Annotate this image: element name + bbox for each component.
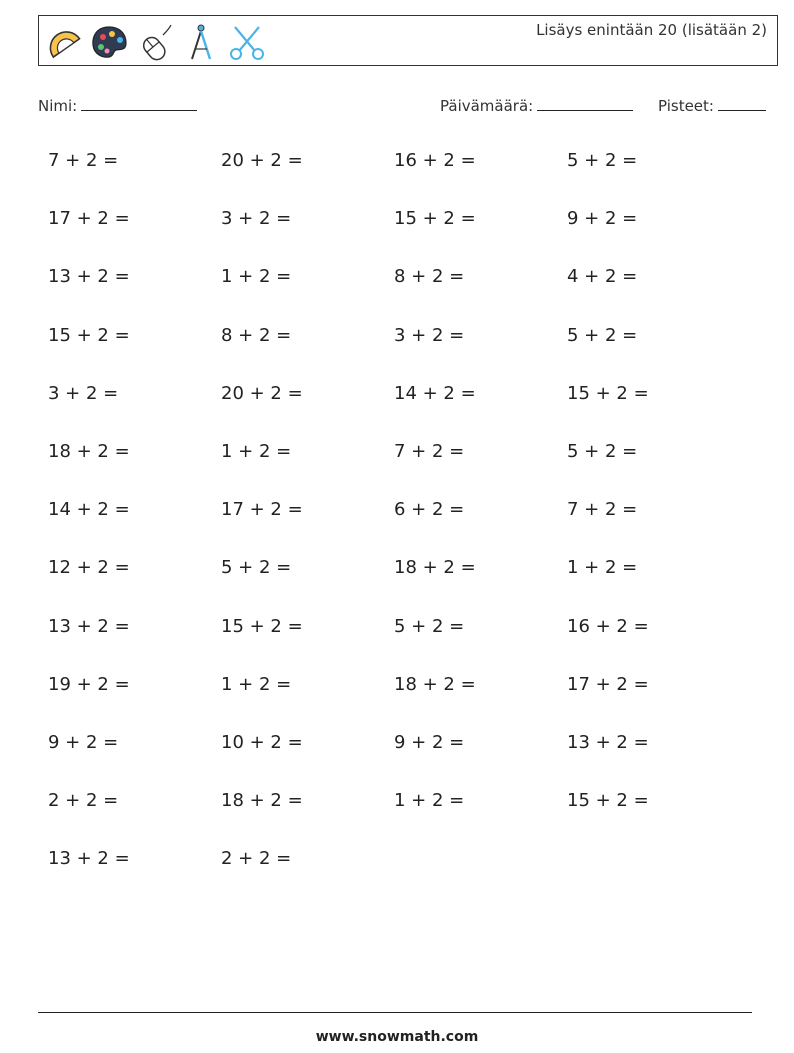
computer-mouse-icon	[135, 21, 175, 63]
problem-item: 5 + 2 =	[567, 150, 638, 171]
problem-item: 7 + 2 =	[567, 499, 638, 520]
score-label: Pisteet:	[658, 97, 714, 115]
problem-item: 16 + 2 =	[567, 616, 649, 637]
problem-item: 9 + 2 =	[567, 208, 638, 229]
problem-item: 9 + 2 =	[48, 732, 119, 753]
problem-item: 1 + 2 =	[567, 557, 638, 578]
date-blank	[537, 95, 633, 111]
paint-palette-icon	[89, 21, 129, 63]
protractor-icon	[43, 21, 83, 63]
problem-item: 15 + 2 =	[567, 790, 649, 811]
problem-item: 13 + 2 =	[48, 266, 130, 287]
problem-item: 17 + 2 =	[567, 674, 649, 695]
problem-item: 20 + 2 =	[221, 150, 303, 171]
problem-item: 5 + 2 =	[567, 441, 638, 462]
problem-item: 8 + 2 =	[394, 266, 465, 287]
footer-divider	[38, 1012, 752, 1013]
problem-item: 16 + 2 =	[394, 150, 476, 171]
problem-item: 2 + 2 =	[48, 790, 119, 811]
problem-item: 6 + 2 =	[394, 499, 465, 520]
problem-item: 13 + 2 =	[48, 848, 130, 869]
problem-item: 7 + 2 =	[48, 150, 119, 171]
problem-item: 8 + 2 =	[221, 325, 292, 346]
problem-item: 15 + 2 =	[394, 208, 476, 229]
problem-item: 18 + 2 =	[221, 790, 303, 811]
problem-item: 17 + 2 =	[221, 499, 303, 520]
problem-item: 15 + 2 =	[567, 383, 649, 404]
problem-item: 15 + 2 =	[48, 325, 130, 346]
problem-item: 19 + 2 =	[48, 674, 130, 695]
scissors-icon	[227, 21, 267, 63]
problem-item: 17 + 2 =	[48, 208, 130, 229]
problem-item: 10 + 2 =	[221, 732, 303, 753]
compass-icon	[181, 21, 221, 63]
footer-url: www.snowmath.com	[315, 1029, 479, 1045]
problem-item: 20 + 2 =	[221, 383, 303, 404]
problem-item: 3 + 2 =	[48, 383, 119, 404]
worksheet-header	[38, 15, 778, 66]
name-field	[38, 95, 197, 115]
problem-item: 1 + 2 =	[221, 266, 292, 287]
problem-item: 18 + 2 =	[394, 557, 476, 578]
problem-item: 15 + 2 =	[221, 616, 303, 637]
score-blank	[718, 95, 766, 111]
date-label: Päivämäärä:	[440, 97, 534, 115]
problem-item: 18 + 2 =	[48, 441, 130, 462]
problem-item: 4 + 2 =	[567, 266, 638, 287]
problem-item: 13 + 2 =	[48, 616, 130, 637]
problem-item: 1 + 2 =	[394, 790, 465, 811]
problem-item: 5 + 2 =	[394, 616, 465, 637]
date-field	[440, 95, 633, 115]
problem-item: 5 + 2 =	[221, 557, 292, 578]
problem-item: 7 + 2 =	[394, 441, 465, 462]
problem-item: 9 + 2 =	[394, 732, 465, 753]
header-icons	[43, 20, 267, 64]
problem-item: 12 + 2 =	[48, 557, 130, 578]
problem-item: 14 + 2 =	[394, 383, 476, 404]
problem-item: 1 + 2 =	[221, 441, 292, 462]
problem-item: 18 + 2 =	[394, 674, 476, 695]
problem-item: 13 + 2 =	[567, 732, 649, 753]
name-blank	[81, 95, 197, 111]
score-field	[658, 95, 766, 115]
worksheet-title: Lisäys enintään 20 (lisätään 2)	[536, 21, 767, 39]
problem-item: 5 + 2 =	[567, 325, 638, 346]
problem-item: 1 + 2 =	[221, 674, 292, 695]
problem-item: 2 + 2 =	[221, 848, 292, 869]
problem-item: 3 + 2 =	[221, 208, 292, 229]
name-label: Nimi:	[38, 97, 78, 115]
problem-item: 3 + 2 =	[394, 325, 465, 346]
problem-item: 14 + 2 =	[48, 499, 130, 520]
